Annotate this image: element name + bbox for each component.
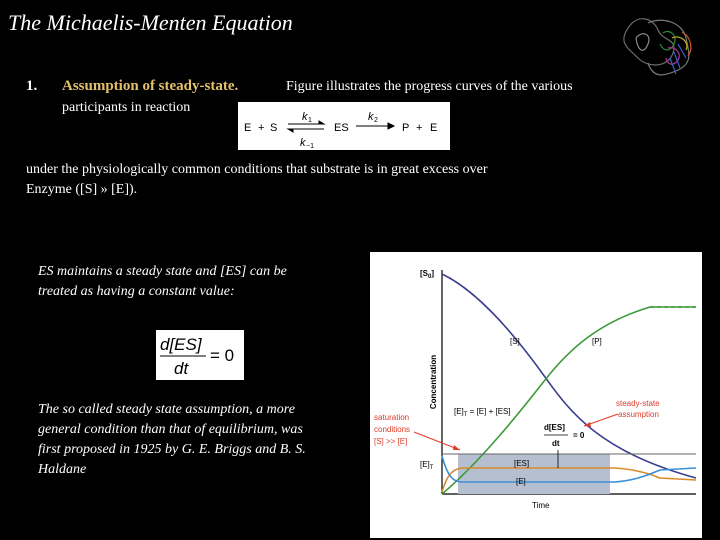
steady-state-line-1: ES maintains a steady state and [ES] can be xyxy=(38,264,287,279)
history-line-1: The so called steady state assumption, a more xyxy=(38,402,295,417)
substrate-curve xyxy=(442,274,696,478)
slide-title: The Michaelis-Menten Equation xyxy=(8,10,293,35)
reaction-substrate: S xyxy=(270,122,278,134)
reaction-k1: k xyxy=(302,111,308,123)
progress-curve-figure xyxy=(370,252,702,538)
saturation-arrow xyxy=(414,432,460,450)
derivative-numerator: d[ES] xyxy=(544,423,565,432)
history-line-3: first proposed in 1925 by G. E. Briggs and B. S. xyxy=(38,442,306,457)
reaction-complex: ES xyxy=(334,122,349,134)
reaction-plus-2: + xyxy=(416,122,423,134)
reaction-scheme xyxy=(238,102,450,150)
total-enzyme-axis-label: $[E]_T$ xyxy=(420,460,434,471)
steady-state-note-2: assumption xyxy=(618,410,659,419)
p-curve-label: [P] xyxy=(592,337,602,346)
condition-line-1: under the physiologically common conditions that substrate is in great excess over xyxy=(26,162,488,177)
history-line-4: Haldane xyxy=(38,462,87,477)
point-text: Figure illustrates the progress curves of the various xyxy=(286,79,573,94)
es-label: [ES] xyxy=(514,459,530,468)
forward-arrowhead xyxy=(319,121,324,124)
saturation-arrowhead xyxy=(453,445,460,450)
reaction-k1-sub: 1 xyxy=(308,117,312,124)
reaction-enzyme: E xyxy=(244,122,252,134)
steady-state-region xyxy=(458,454,610,494)
saturation-note-2: conditions xyxy=(374,425,411,434)
formula-denominator: dt xyxy=(174,359,189,378)
saturation-note-1: saturation xyxy=(374,413,410,422)
s0-label: $[S_0]$ xyxy=(420,269,435,280)
e-label: [E] xyxy=(516,477,526,486)
enzyme-structure-image xyxy=(608,8,714,86)
catalytic-arrowhead xyxy=(388,123,394,129)
formula-numerator: d[ES] xyxy=(160,335,202,354)
history-line-2: general condition than that of equilibrium, was xyxy=(38,422,303,437)
reverse-arrowhead xyxy=(288,129,293,132)
s-curve-label: [S] xyxy=(510,337,520,346)
derivative-equals: = 0 xyxy=(573,431,585,440)
reaction-plus: + xyxy=(258,122,265,134)
steady-state-formula xyxy=(156,330,244,380)
point-heading: Assumption of steady-state. xyxy=(62,78,239,94)
point-text-line2: participants in reaction xyxy=(62,100,191,115)
steady-state-note-1: steady-state xyxy=(616,399,660,408)
reaction-k2-sub: 2 xyxy=(374,117,378,124)
condition-line-2: Enzyme ([S] » [E]). xyxy=(26,182,138,197)
steady-state-line-2: treated as having a constant value: xyxy=(38,284,235,299)
y-axis-label: Concentration xyxy=(429,354,438,410)
reaction-k-minus1-sub: −1 xyxy=(306,143,314,150)
reaction-product: P xyxy=(402,122,410,134)
derivative-denominator: dt xyxy=(552,439,560,448)
reaction-k2: k xyxy=(368,111,374,123)
total-enzyme-formula: $[E]_T = [E] + [ES]$ xyxy=(454,407,511,418)
reaction-enzyme-2: E xyxy=(430,122,438,134)
formula-equals: = 0 xyxy=(210,346,235,365)
reaction-k-minus1: k xyxy=(300,137,306,149)
x-axis-label: Time xyxy=(532,501,550,510)
point-number: 1. xyxy=(26,78,38,94)
saturation-note-3: [S] >> [E] xyxy=(374,437,408,446)
